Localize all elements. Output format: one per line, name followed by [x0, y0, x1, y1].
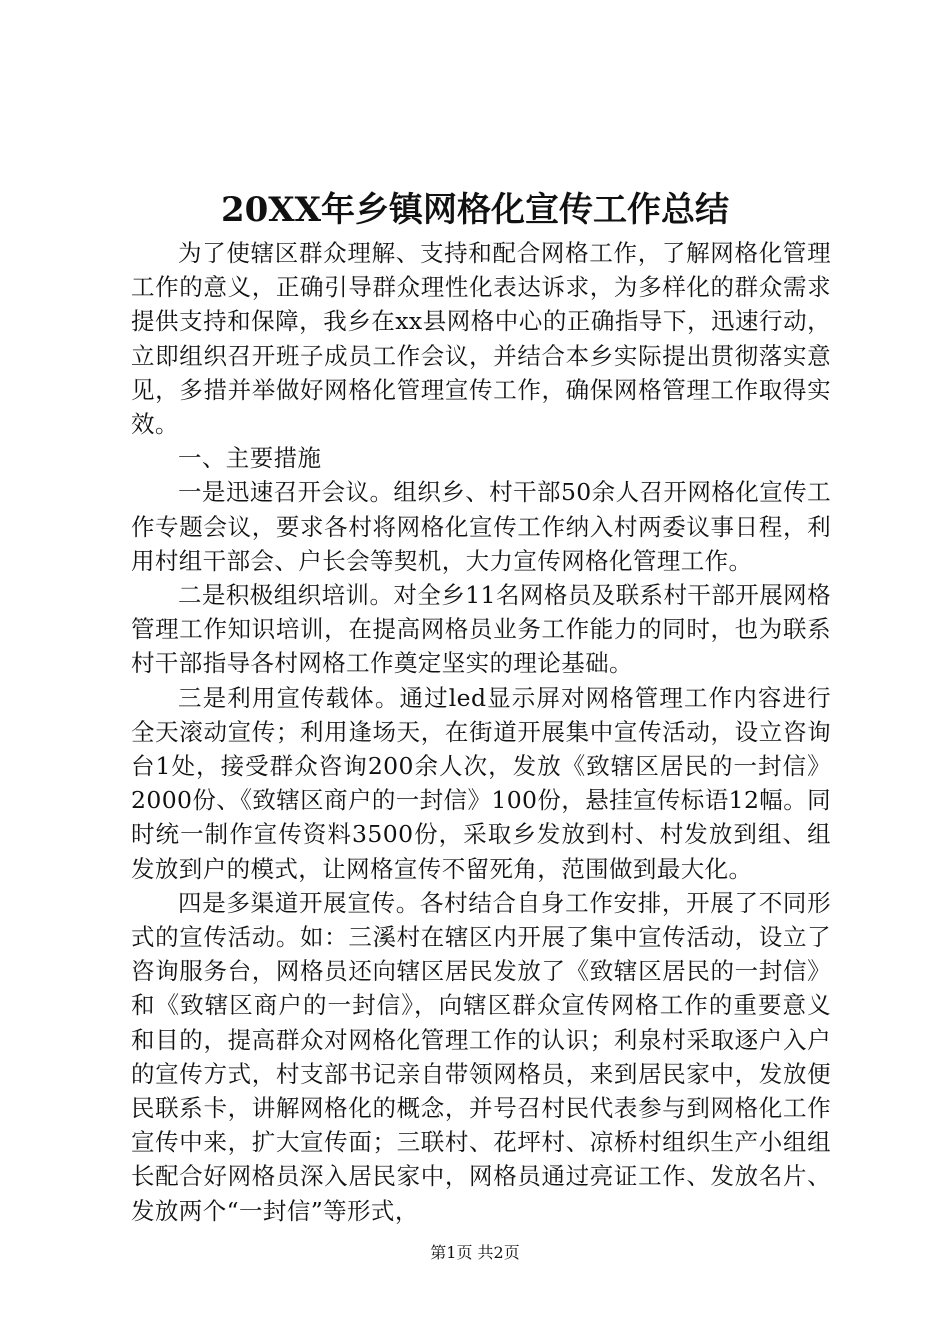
document-body — [131, 236, 831, 1228]
section-heading-main-measures: 一、主要措施 — [178, 444, 322, 473]
paragraph-measure-1: 一是迅速召开会议。组织乡、村干部50余人召开网格化宣传工作专题会议，要求各村将网格化宣传工作纳入村两委议事日程，利用村组干部会、户长会等契机，大力宣传网格化管理工作。 — [131, 478, 831, 575]
paragraph-measure-3: 三是利用宣传载体。通过led显示屏对网格管理工作内容进行全天滚动宣传；利用逢场天，在街道开展集中宣传活动，设立咨询台1处，接受群众咨询200余人次，发放《致辖区居民的一封信》2000份、《致辖区商户的一封信》100份，悬挂宣传标语12幅。同时统一制作宣传资料3500份，采取乡发放到村、村发放到组、组发放到户的模式，让网格宣传不留死角，范围做到最大化。 — [131, 683, 832, 883]
document-title: 20XX年乡镇网格化宣传工作总结 — [220, 190, 730, 230]
page-number-footer: 第1页 共2页 — [430, 1243, 520, 1262]
paragraph-measure-2: 二是积极组织培训。对全乡11名网格员及联系村干部开展网格管理工作知识培训，在提高网格员业务工作能力的同时，也为联系村干部指导各村网格工作奠定坚实的理论基础。 — [131, 581, 831, 678]
paragraph-measure-4: 四是多渠道开展宣传。各村结合自身工作安排，开展了不同形式的宣传活动。如：三溪村在辖区内开展了集中宣传活动，设立了咨询服务台，网格员还向辖区居民发放了《致辖区居民的一封信》和《致辖区商户的一封信》，向辖区群众宣传网格工作的重要意义和目的，提高群众对网格化管理工作的认识；利泉村采取逐户入户的宣传方式，村支部书记亲自带领网格员，来到居民家中，发放便民联系卡，讲解网格化的概念，并号召村民代表参与到网格化工作宣传中来，扩大宣传面；三联村、花坪村、凉桥村组织生产小组组长配合好网格员深入居民家中，网格员通过亮证工作、发放名片、发放两个“一封信”等形式， — [131, 888, 831, 1225]
paragraph-intro: 为了使辖区群众理解、支持和配合网格工作，了解网格化管理工作的意义，正确引导群众理性化表达诉求，为多样化的群众需求提供支持和保障，我乡在xx县网格中心的正确指导下，迅速行动，立即组织召开班子成员工作会议，并结合本乡实际提出贯彻落实意见，多措并举做好网格化管理宣传工作，确保网格管理工作取得实效。 — [131, 239, 831, 439]
